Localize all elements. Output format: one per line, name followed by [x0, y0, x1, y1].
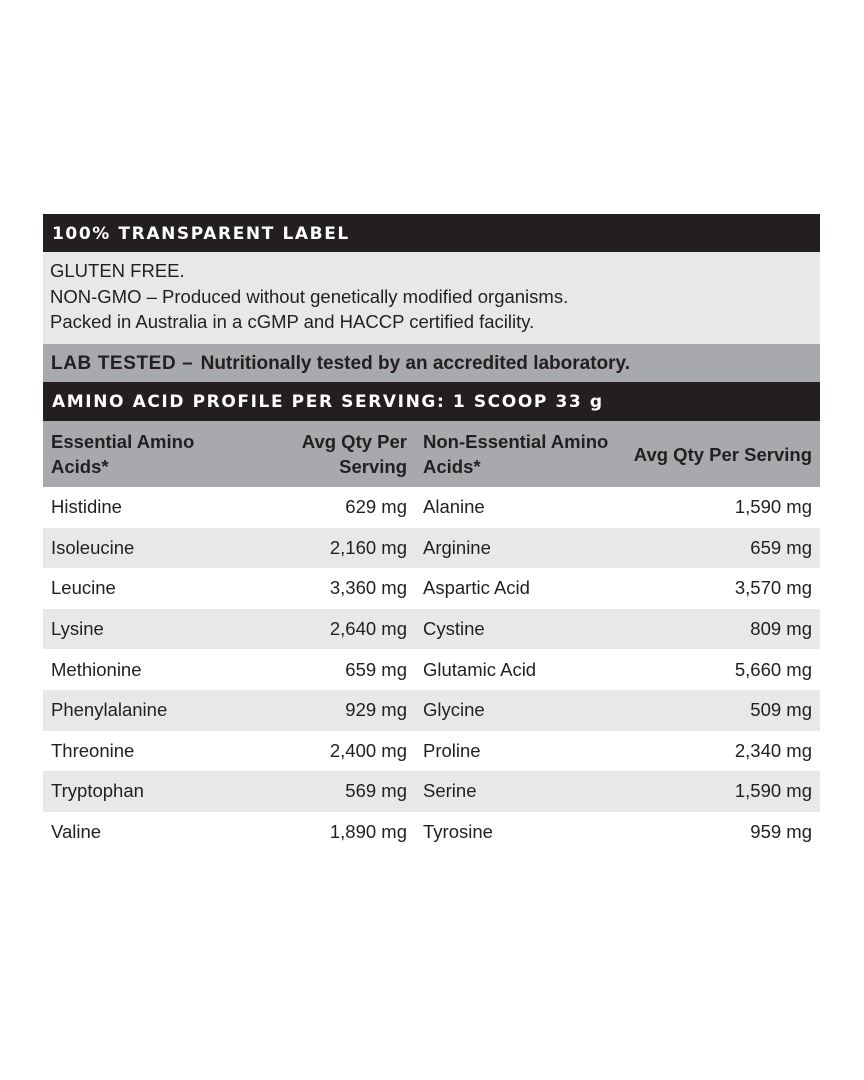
- non-gmo-line: NON-GMO – Produced without genetically modified organisms.: [50, 285, 569, 307]
- essential-amino-qty: 3,360 mg: [329, 577, 407, 599]
- table-row: [43, 771, 820, 812]
- gluten-free-line: GLUTEN FREE.: [50, 260, 185, 281]
- essential-amino-name: Isoleucine: [51, 536, 135, 558]
- non-essential-amino-name: Proline: [423, 739, 481, 761]
- table-row: [43, 487, 820, 528]
- transparent-label-heading: 100% TRANSPARENT LABEL: [43, 214, 820, 252]
- non-essential-amino-qty: 1,590 mg: [734, 496, 812, 518]
- essential-amino-qty: 929 mg: [345, 699, 407, 721]
- label-info-box: [43, 252, 820, 344]
- essential-amino-qty: 2,160 mg: [329, 536, 407, 558]
- essential-amino-qty: 629 mg: [345, 496, 407, 518]
- non-essential-amino-name: Arginine: [423, 536, 491, 558]
- non-essential-amino-qty: 5,660 mg: [734, 658, 812, 680]
- non-essential-amino-qty: 2,340 mg: [734, 739, 812, 761]
- essential-amino-name: Tryptophan: [51, 780, 144, 802]
- packed-in-line: Packed in Australia in a cGMP and HACCP certified facility.: [50, 311, 535, 332]
- nutrition-label: [43, 214, 820, 852]
- table-header-row: [43, 421, 820, 487]
- lab-tested-title: LAB TESTED –: [51, 353, 194, 374]
- non-essential-amino-qty: 509 mg: [750, 699, 812, 721]
- non-essential-amino-name: Alanine: [423, 496, 485, 518]
- table-row: [43, 731, 820, 772]
- non-essential-amino-qty: 959 mg: [750, 821, 812, 843]
- table-row: [43, 568, 820, 609]
- non-essential-amino-qty: 809 mg: [750, 618, 812, 640]
- amino-profile-heading: AMINO ACID PROFILE PER SERVING: 1 SCOOP 33 g: [43, 382, 820, 421]
- non-essential-amino-name: Glycine: [423, 699, 485, 721]
- table-row: [43, 690, 820, 731]
- essential-amino-qty: 1,890 mg: [329, 821, 407, 843]
- non-essential-amino-name: Cystine: [423, 618, 485, 640]
- essential-amino-name: Leucine: [51, 577, 116, 599]
- essential-amino-qty: 659 mg: [345, 658, 407, 680]
- non-essential-amino-qty: 1,590 mg: [734, 780, 812, 802]
- essential-amino-name: Threonine: [51, 739, 135, 761]
- essential-amino-qty: 569 mg: [345, 780, 407, 802]
- non-essential-qty-header: Avg Qty Per Serving: [633, 443, 812, 465]
- non-essential-amino-qty: 659 mg: [750, 536, 812, 558]
- essential-amino-name: Methionine: [51, 658, 142, 680]
- amino-acid-table: [43, 421, 820, 852]
- non-essential-amino-name: Tyrosine: [423, 821, 493, 843]
- essential-amino-name: Valine: [51, 821, 102, 843]
- non-essential-amino-name: Glutamic Acid: [423, 658, 537, 680]
- essential-header: Essential Amino Acids*: [51, 431, 195, 477]
- non-essential-amino-name: Serine: [423, 780, 477, 802]
- essential-amino-qty: 2,400 mg: [329, 739, 407, 761]
- essential-amino-name: Histidine: [51, 496, 122, 518]
- lab-tested-bar: [43, 344, 820, 382]
- essential-amino-name: Phenylalanine: [51, 699, 168, 721]
- table-row: [43, 609, 820, 650]
- table-row: [43, 812, 820, 853]
- non-essential-amino-name: Aspartic Acid: [423, 577, 530, 599]
- table-row: [43, 528, 820, 569]
- lab-tested-detail: Nutritionally tested by an accredited laboratory.: [200, 353, 630, 374]
- essential-amino-name: Lysine: [51, 618, 104, 640]
- essential-amino-qty: 2,640 mg: [329, 618, 407, 640]
- essential-qty-header: Avg Qty Per Serving: [301, 431, 407, 477]
- table-row: [43, 649, 820, 690]
- non-essential-header: Non-Essential Amino Acids*: [423, 431, 609, 477]
- non-essential-amino-qty: 3,570 mg: [734, 577, 812, 599]
